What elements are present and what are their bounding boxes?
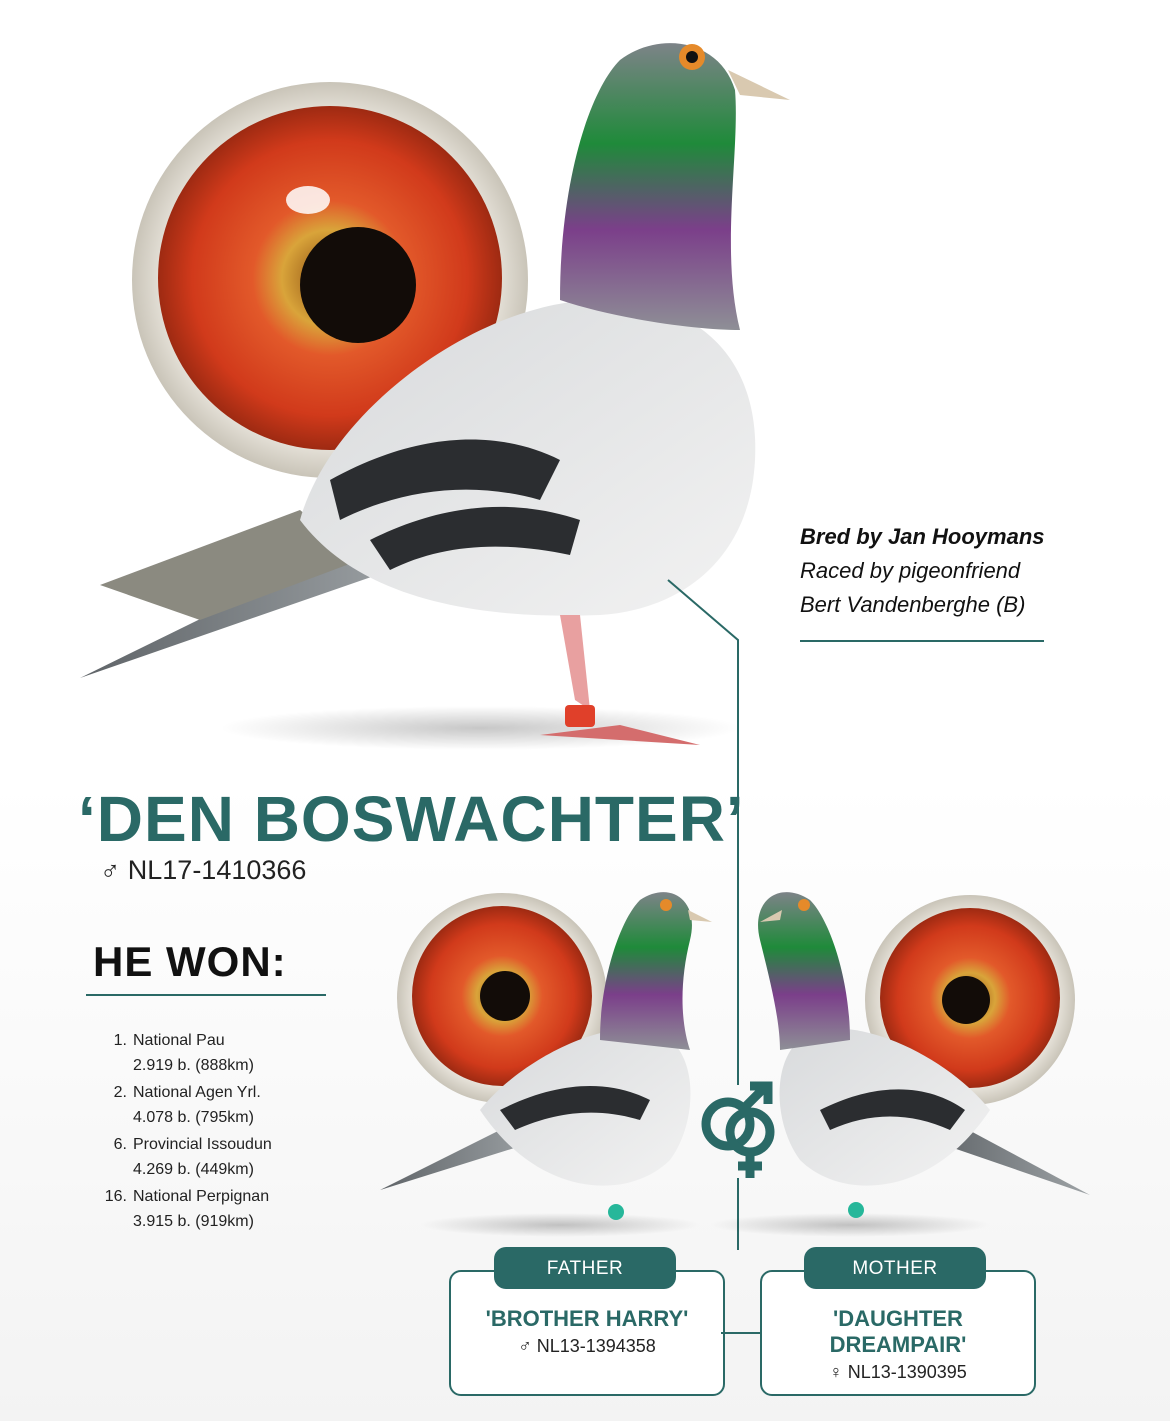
win-race: National Agen Yrl.: [133, 1084, 261, 1101]
pigeon-name-title: ‘DEN BOSWACHTER’: [78, 783, 745, 855]
breeder-info: [800, 520, 1060, 622]
win-rank: 16.: [104, 1188, 127, 1205]
win-race: Provincial Issoudun: [133, 1136, 272, 1153]
mother-ring: [762, 1362, 1034, 1383]
win-rank: 1.: [113, 1032, 127, 1049]
win-item: [92, 1028, 392, 1078]
win-detail: 3.915 b. (919km): [133, 1213, 254, 1230]
win-rank: 6.: [113, 1136, 127, 1153]
win-detail: 4.078 b. (795km): [133, 1109, 254, 1126]
male-symbol-icon: ♂: [518, 1336, 532, 1356]
breeder-divider: [800, 640, 1044, 642]
ring-number-text: NL17-1410366: [127, 855, 307, 885]
bred-by-line: Bred by Jan Hooymans: [800, 524, 1045, 549]
father-ring-number: NL13-1394358: [536, 1336, 656, 1356]
win-race: National Perpignan: [133, 1188, 270, 1205]
main-ring-number: [100, 855, 306, 886]
parents-connector: [721, 1332, 761, 1334]
racer-name-line: Bert Vandenberghe (B): [800, 592, 1026, 617]
female-symbol-icon: ♀: [829, 1362, 843, 1382]
win-detail: 4.269 b. (449km): [133, 1161, 254, 1178]
father-label: FATHER: [494, 1247, 676, 1289]
win-rank: 2.: [113, 1084, 127, 1101]
win-race: National Pau: [133, 1032, 225, 1049]
win-detail: 2.919 b. (888km): [133, 1057, 254, 1074]
mother-ring-number: NL13-1390395: [847, 1362, 967, 1382]
win-item: [92, 1184, 392, 1234]
win-item: [92, 1132, 392, 1182]
win-item: [92, 1080, 392, 1130]
wins-list: [92, 1028, 392, 1236]
won-heading: HE WON:: [93, 938, 287, 985]
raced-by-line: Raced by pigeonfriend: [800, 558, 1021, 583]
male-female-symbol-icon: [706, 1086, 770, 1178]
father-name: 'BROTHER HARRY': [485, 1306, 689, 1331]
mother-name: 'DAUGHTER DREAMPAIR': [829, 1306, 967, 1357]
won-divider: [86, 994, 326, 996]
mother-label: MOTHER: [804, 1247, 986, 1289]
male-symbol-icon: ♂: [100, 855, 121, 885]
father-ring: [451, 1336, 723, 1357]
